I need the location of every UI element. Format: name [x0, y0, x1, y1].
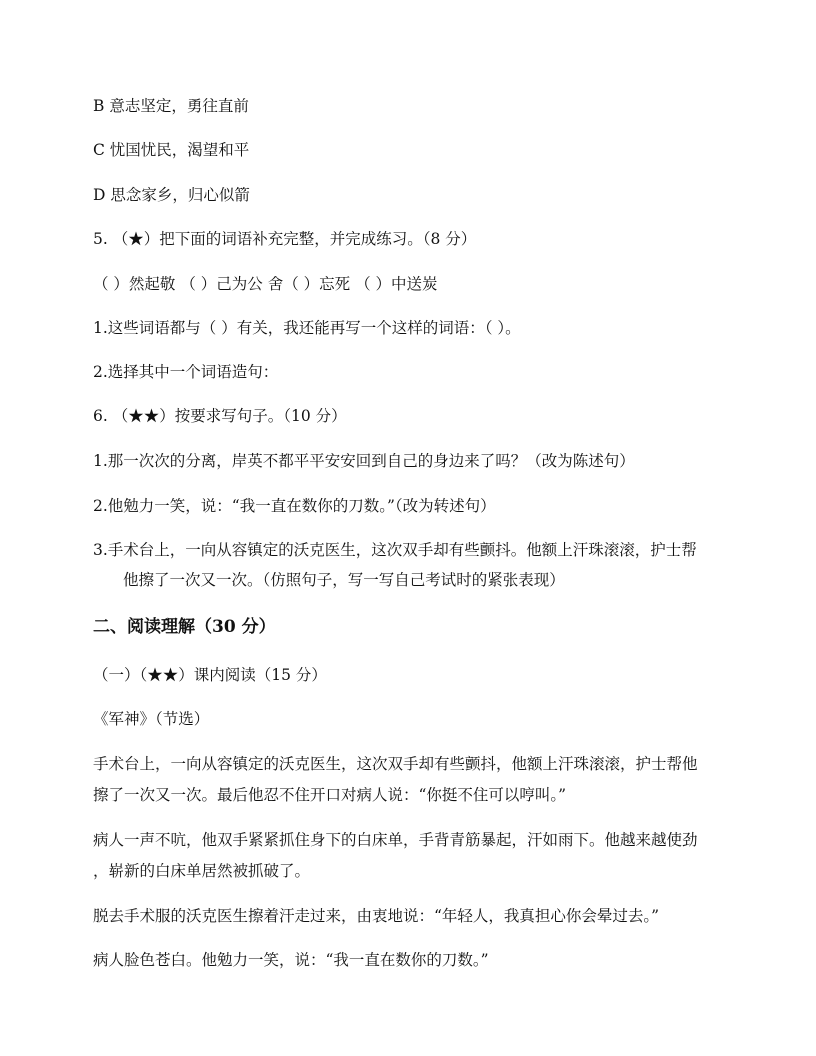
question-5-title: 5. （★）把下面的词语补充完整，并完成练习。（8 分） [93, 230, 477, 248]
option-b: B 意志坚定，勇往直前 [93, 97, 249, 115]
passage-p2-line1: 病人一声不吭，他双手紧紧抓住身下的白床单，手背青筋暴起，汗如雨下。他越来越使劲 [93, 831, 698, 849]
passage-p1-line1: 手术台上，一向从容镇定的沃克医生，这次双手却有些颤抖，他额上汗珠滚滚，护士帮他 [93, 755, 698, 773]
question-6-sub1: 1.那一次次的分离，岸英不都平平安安回到自己的身边来了吗？（改为陈述句） [93, 452, 635, 470]
passage-p2-line2: ，崭新的白床单居然被抓破了。 [93, 862, 311, 880]
passage-p1-line2: 擦了一次又一次。最后他忍不住开口对病人说：“你挺不住可以哼叫。” [93, 786, 567, 804]
question-6-sub3-line1: 3.手术台上，一向从容镇定的沃克医生，这次双手却有些颤抖。他额上汗珠滚滚，护士帮 [93, 541, 697, 559]
section-2-heading: 二、阅读理解（30 分） [93, 617, 276, 637]
question-6-sub3-line2: 他擦了一次又一次。（仿照句子，写一写自己考试时的紧张表现） [123, 571, 565, 589]
passage-title: 《军神》（节选） [93, 710, 210, 728]
question-5-sub2: 2.选择其中一个词语造句： [93, 363, 279, 381]
section-2-subheading: （一）（★★）课内阅读（15 分） [93, 666, 327, 684]
question-6-title: 6. （★★）按要求写句子。（10 分） [93, 407, 347, 425]
question-5-sub1: 1.这些词语都与（ ）有关，我还能再写一个这样的词语：（ ）。 [93, 319, 521, 337]
question-6-sub2: 2.他勉力一笑，说：“我一直在数你的刀数。”（改为转述句） [93, 497, 496, 515]
passage-p3: 脱去手术服的沃克医生擦着汗走过来，由衷地说：“年轻人，我真担心你会晕过去。” [93, 907, 660, 925]
question-5-blanks: （ ）然起敬 （ ）己为公 舍（ ）忘死 （ ）中送炭 [93, 275, 438, 293]
option-c: C 忧国忧民，渴望和平 [93, 141, 250, 159]
passage-p4: 病人脸色苍白。他勉力一笑，说：“我一直在数你的刀数。” [93, 951, 489, 969]
option-d: D 思念家乡，归心似箭 [93, 186, 250, 204]
